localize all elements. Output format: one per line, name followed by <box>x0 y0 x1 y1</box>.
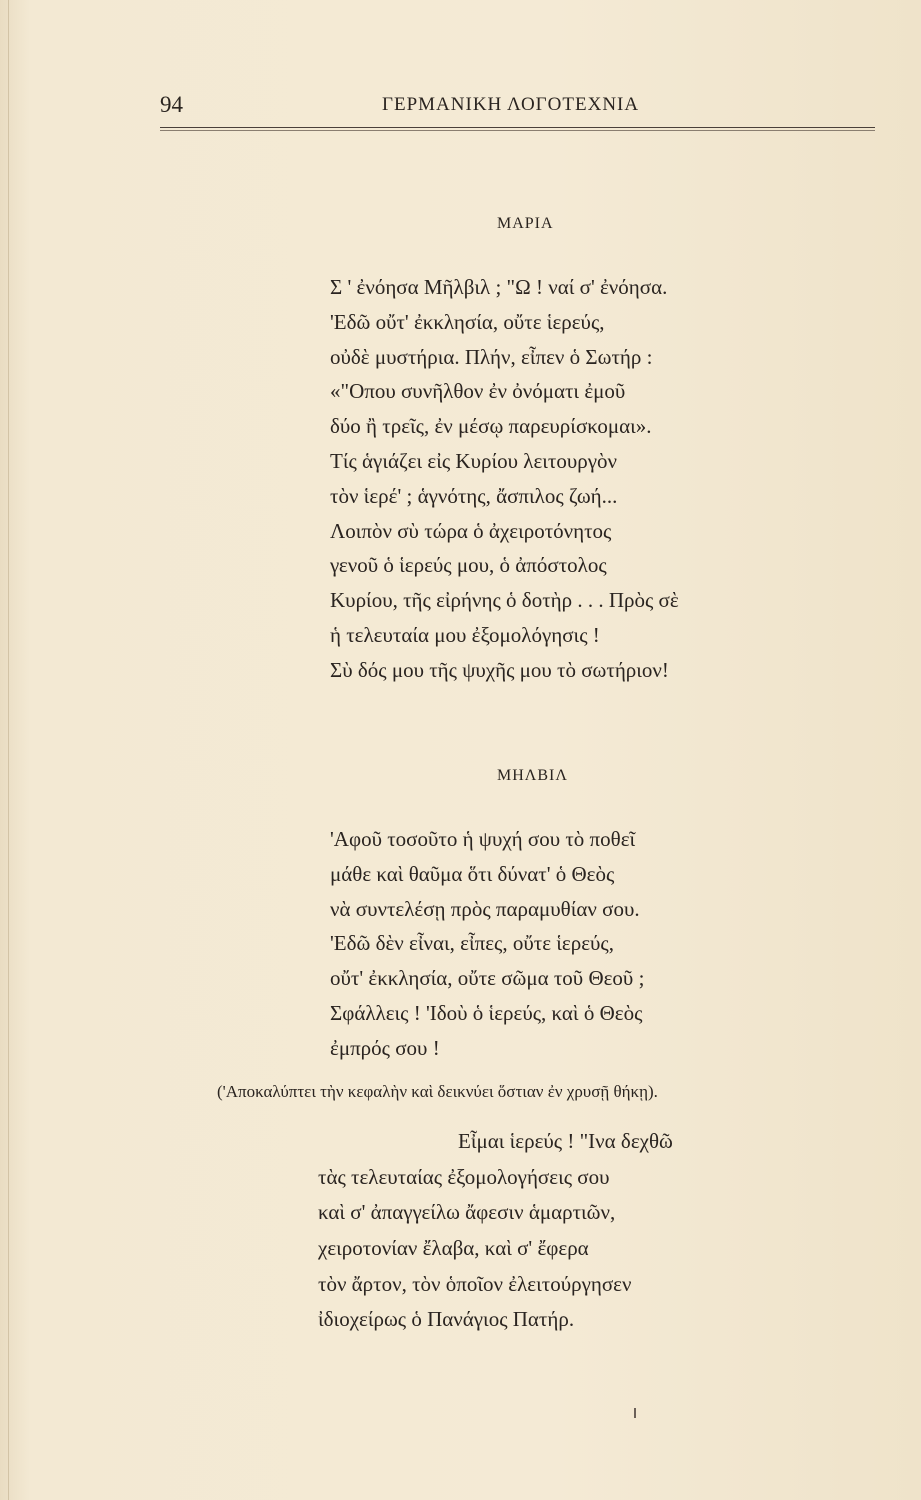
speaker-name-maria: ΜΑΡΙΑ <box>497 215 554 232</box>
verse-line: Σ ' ἐνόησα Μῆλβιλ ; "Ω ! ναί σ' ἐνόησα. <box>330 275 668 299</box>
verse-line: «"Οπου συνῆλθον ἐν ὀνόματι ἐμοῦ <box>330 379 626 404</box>
verse-block-melville-continued <box>318 1124 673 1338</box>
verse-line: Σὺ δός μου τῆς ψυχῆς μου τὸ σωτήριον! <box>330 657 669 682</box>
verse-line: ἡ τελευταία μου ἐξομολόγησις ! <box>330 622 600 647</box>
header-rule-secondary <box>160 130 875 131</box>
stage-direction: ('Αποκαλύπτει τὴν κεφαλὴν καὶ δεικνύει ὅστιαν ἐν χρυσῇ θήκῃ). <box>217 1082 658 1101</box>
verse-line: Σφάλλεις ! 'Ιδοὺ ὁ ἱερεύς, καὶ ὁ Θεὸς <box>330 1000 643 1025</box>
verse-line: τὸν ἄρτον, τὸν ὁποῖον ἐλειτούργησεν <box>318 1271 632 1296</box>
verse-line: Τίς ἁγιάζει εἰς Κυρίου λειτουργὸν <box>330 448 618 473</box>
page-edge <box>8 0 9 1500</box>
verse-line: τὰς τελευταίας ἐξομολογήσεις σου <box>318 1164 610 1189</box>
verse-line: Λοιπὸν σὺ τώρα ὁ ἀχειροτόνητος <box>330 518 612 543</box>
verse-line: χειροτονίαν ἔλαβα, καὶ σ' ἔφερα <box>318 1236 589 1261</box>
verse-line: οὐδὲ μυστήρια. Πλήν, εἶπεν ὁ Σωτήρ : <box>330 344 653 369</box>
verse-line: ἐμπρός σου ! <box>330 1035 440 1060</box>
print-mark <box>634 1408 636 1418</box>
verse-line: 'Αφοῦ τοσοῦτο ἡ ψυχή σου τὸ ποθεῖ <box>330 827 636 851</box>
verse-line: γενοῦ ὁ ἱερεύς μου, ὁ ἀπόστολος <box>330 553 607 578</box>
page-header <box>160 92 860 122</box>
verse-line: δύο ἢ τρεῖς, ἐν μέσῳ παρευρίσκομαι». <box>330 414 652 439</box>
verse-line: Εἶμαι ἱερεύς ! "Ινα δεχθῶ <box>458 1129 673 1153</box>
verse-line: 'Εδῶ οὔτ' ἐκκλησία, οὔτε ἱερεύς, <box>330 309 605 334</box>
verse-line: τὸν ἱερέ' ; ἁγνότης, ἄσπιλος ζωή... <box>330 483 618 508</box>
speaker-name-melville: ΜΗΛΒΙΛ <box>497 767 568 784</box>
page-number: 94 <box>160 92 183 117</box>
verse-line: ἰδιοχείρως ὁ Πανάγιος Πατήρ. <box>318 1307 575 1332</box>
verse-line: καὶ σ' ἀπαγγείλω ἄφεσιν ἁμαρτιῶν, <box>318 1200 616 1225</box>
verse-block-melville <box>330 822 644 1066</box>
header-rule <box>160 127 875 128</box>
verse-line: Κυρίου, τῆς εἰρήνης ὁ δοτὴρ . . . Πρὸς σὲ <box>330 588 679 613</box>
verse-line: νὰ συντελέσῃ πρὸς παραμυθίαν σου. <box>330 896 640 921</box>
verse-line: 'Εδῶ δὲν εἶναι, εἶπες, οὔτε ἱερεύς, <box>330 931 614 956</box>
verse-block-maria <box>330 270 679 688</box>
running-title: ΓΕΡΜΑΝΙΚΗ ΛΟΓΟΤΕΧΝΙΑ <box>382 94 640 115</box>
verse-line: μάθε καὶ θαῦμα ὅτι δύνατ' ὁ Θεὸς <box>330 861 615 886</box>
verse-line: οὔτ' ἐκκλησία, οὔτε σῶμα τοῦ Θεοῦ ; <box>330 966 645 991</box>
